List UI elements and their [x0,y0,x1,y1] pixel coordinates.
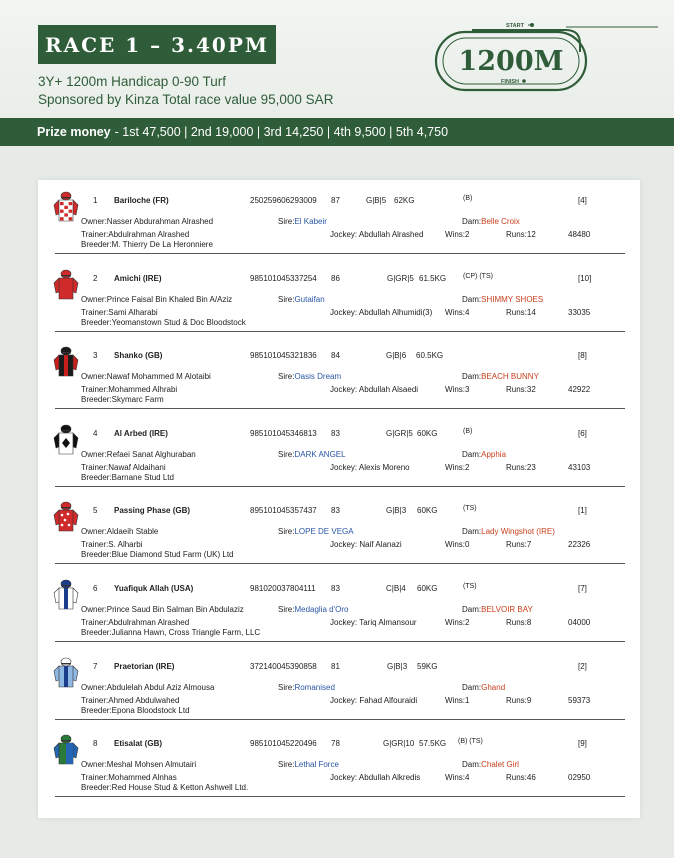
runner-entry-8 [38,725,640,802]
prize-money-bar [0,118,674,146]
entry-divider [55,719,625,720]
horse-id: 981020037804111 [250,584,316,593]
sire-label: Sire: [278,217,295,226]
draw-number: [9] [578,739,587,749]
entry-divider [55,486,625,487]
sire-label: Sire: [278,605,295,614]
horse-name[interactable]: Bariloche (FR) [114,196,169,205]
dam [462,450,506,459]
dam-name: BELVOIR BAY [481,605,533,614]
jockey-silks-icon [52,424,80,456]
race-sponsor: Sponsored by Kinza Total race value 95,000 SAR [38,92,334,107]
trainer: Trainer:Abdulrahman Alrashed [81,230,190,239]
dam [462,217,520,226]
runs: Runs:32 [506,385,536,395]
jockey-silks-icon [52,346,80,378]
jockey: Jockey: Alexis Moreno [330,462,410,472]
sire-label: Sire: [278,372,295,382]
horse-id: 985101045346813 [250,428,317,438]
horse-id: 895101045357437 [250,506,317,516]
owner: Owner:Abdulelah Abdul Aziz Almousa [81,682,215,692]
wins: Wins:2 [445,462,470,472]
dam-name: Apphia [481,449,507,459]
carried-weight: 60KG [417,584,438,593]
sex-colour-age: G|GR|5 [386,428,413,438]
jockey: Jockey: Abdullah Alsaedi [330,385,419,395]
jockey: Jockey: Tariq Almansour [330,618,417,627]
dam-label: Dam: [462,605,482,614]
race-title: RACE 1 – 3.40PM [45,32,269,57]
wins: Wins:4 [445,773,470,783]
racecard [38,180,640,818]
sire [278,217,327,226]
sex-colour-age: G|B|3 [387,661,408,671]
dam-label: Dam: [462,372,482,382]
dam-name: Ghand [481,682,506,692]
dam-name: Lady Wingshot (IRE) [481,527,555,537]
horse-id: 250259606293009 [250,196,317,205]
sire-label: Sire: [278,760,295,770]
breeder: Breeder:Blue Diamond Stud Farm (UK) Ltd [81,550,234,560]
sire-name: Romanised [294,682,335,692]
sire-name: Gutaifan [294,294,325,304]
jockey-silks-icon [52,191,80,223]
jockey: Jockey: Abdullah Alrashed [330,230,424,239]
jockey-silks-icon [52,657,80,689]
sire-label: Sire: [278,527,295,537]
jockey: Jockey: Abdullah Alhumidi(3) [330,307,433,317]
draw-number: [10] [578,273,592,283]
wins: Wins:0 [445,540,470,550]
runner-entry-3 [38,337,640,414]
dam-name: Chalet Girl [481,760,519,770]
runner-number: 3 [93,351,98,361]
trainer: Trainer:S. Alharbi [81,540,143,550]
sire [278,450,346,459]
runs: Runs:7 [506,540,532,550]
horse-rating: 83 [331,584,340,593]
draw-number: [1] [578,506,587,516]
sex-colour-age: G|B|3 [386,506,407,516]
prize-earnings: 42922 [568,385,591,395]
sire [278,372,341,381]
sire [278,605,348,614]
owner: Owner:Prince Saud Bin Salman Bin Abdulaziz [81,605,244,614]
sire-name: LOPE DE VEGA [294,527,354,537]
runner-entry-4 [38,415,640,492]
horse-name[interactable]: Praetorian (IRE) [114,661,175,671]
horse-name[interactable]: Al Arbed (IRE) [114,428,168,438]
badge-start: START [506,23,524,29]
sire-label: Sire: [278,449,295,459]
entry-divider [55,253,625,254]
sire [278,760,339,769]
draw-number: [6] [578,428,587,438]
dam-label: Dam: [462,294,482,304]
prize-earnings: 33035 [568,307,591,317]
sire-name: DARK ANGEL [294,449,346,459]
breeder: Breeder:Skymarc Farm [81,395,164,405]
runs: Runs:8 [506,618,532,627]
runs: Runs:14 [506,307,536,317]
jockey-silks-icon [52,734,80,766]
badge-distance: 1200M [458,46,564,77]
wins: Wins:2 [445,618,470,627]
dam [462,527,555,536]
wins: Wins:1 [445,695,470,705]
sex-colour-age: G|GR|10 [383,739,415,749]
entry-divider [55,563,625,564]
dam [462,295,543,304]
trainer: Trainer:Mohammed Alnhas [81,773,177,783]
prize-earnings: 04000 [568,618,591,627]
owner: Owner:Prince Faisal Bin Khaled Bin A/Aziz [81,294,233,304]
carried-weight: 60KG [417,428,438,438]
trainer: Trainer:Sami Alharabi [81,307,158,317]
sire-name: El Kabeir [294,217,327,226]
equipment-tags: (CP) (TS) [463,272,493,280]
runner-number: 5 [93,506,98,516]
breeder: Breeder:Julianna Hawn, Cross Triangle Farm, LLC [81,628,261,637]
jockey: Jockey: Naif Alanazi [330,540,402,550]
trainer: Trainer:Mohammed Alhrabi [81,385,178,395]
trainer: Trainer:Ahmed Abdulwahed [81,695,180,705]
horse-name[interactable]: Shanko (GB) [114,351,163,361]
runner-entry-6 [38,570,640,647]
jockey-silks-icon [52,579,80,611]
equipment-tags: (TS) [463,505,477,513]
horse-name[interactable]: Amichi (IRE) [114,273,162,283]
horse-id: 985101045220496 [250,739,317,749]
race-conditions: 3Y+ 1200m Handicap 0-90 Turf [38,74,226,89]
jockey: Jockey: Abdullah Alkredis [330,773,421,783]
carried-weight: 61.5KG [419,273,447,283]
carried-weight: 60KG [417,506,438,516]
entry-divider [55,408,625,409]
prize-money-label: Prize money [37,125,111,139]
sire [278,683,335,692]
prize-earnings: 43103 [568,462,591,472]
sire [278,295,325,304]
prize-earnings: 48480 [568,230,591,239]
horse-name[interactable]: Etisalat (GB) [114,739,163,749]
wins: Wins:4 [445,307,470,317]
breeder: Breeder:Epona Bloodstock Ltd [81,705,190,715]
dam [462,760,519,769]
dam-name: Belle Croix [481,217,520,226]
entry-divider [55,641,625,642]
dam-label: Dam: [462,760,482,770]
sex-colour-age: G|GR|5 [387,273,414,283]
runs: Runs:9 [506,695,532,705]
runner-number: 2 [93,273,98,283]
draw-number: [4] [578,196,587,205]
sex-colour-age: G|B|6 [386,351,407,361]
horse-id: 985101045337254 [250,273,317,283]
breeder: Breeder:Yeomanstown Stud & Doc Bloodstock [81,317,246,327]
runner-entry-1 [38,182,640,259]
equipment-tags: (B) (TS) [458,738,483,746]
dam-name: BEACH BUNNY [481,372,539,382]
prize-money-values: - 1st 47,500 | 2nd 19,000 | 3rd 14,250 | 4th 9,500 | 5th 4,750 [114,125,449,139]
sire-name: Lethal Force [294,760,339,770]
wins: Wins:2 [445,230,470,239]
jockey-silks-icon [52,269,80,301]
trainer: Trainer:Abdulrahman Alrashed [81,618,190,627]
prize-earnings: 59373 [568,695,591,705]
runner-entry-5 [38,492,640,569]
runner-entry-2 [38,260,640,337]
sire-label: Sire: [278,294,295,304]
jockey-silks-icon [52,501,80,533]
horse-id: 985101045321836 [250,351,317,361]
dam [462,683,505,692]
runs: Runs:12 [506,230,536,239]
dam-label: Dam: [462,449,482,459]
draw-number: [2] [578,661,587,671]
dam-label: Dam: [462,682,482,692]
owner: Owner:Nawaf Mohammed M Alotaibi [81,372,211,382]
horse-name[interactable]: Yuafiquk Allah (USA) [114,584,194,593]
runner-number: 1 [93,196,98,205]
runner-number: 6 [93,584,98,593]
dam [462,372,539,381]
equipment-tags: (TS) [463,583,477,590]
dam-name: SHIMMY SHOES [481,294,544,304]
owner: Owner:Nasser Abdurahman Alrashed [81,217,214,226]
carried-weight: 62KG [394,196,415,205]
runs: Runs:46 [506,773,536,783]
carried-weight: 60.5KG [416,351,444,361]
sire-name: Oasis Dream [294,372,342,382]
sex-colour-age: C|B|4 [386,584,406,593]
sire [278,527,354,536]
horse-rating: 83 [331,428,340,438]
horse-rating: 78 [331,739,340,749]
breeder: Breeder:M. Thierry De La Heronniere [81,240,213,249]
wins: Wins:3 [445,385,470,395]
dam-label: Dam: [462,217,482,226]
carried-weight: 57.5KG [419,739,447,749]
equipment-tags: (B) [463,195,473,202]
equipment-tags: (B) [463,427,473,435]
jockey: Jockey: Fahad Alfouraidi [330,695,418,705]
runner-entry-7 [38,648,640,725]
horse-name[interactable]: Passing Phase (GB) [114,506,191,516]
entry-divider [55,796,625,797]
breeder: Breeder:Barnane Stud Ltd [81,472,174,482]
owner: Owner:Refaei Sanat Alghuraban [81,449,196,459]
runner-number: 4 [93,428,98,438]
draw-number: [7] [578,584,587,593]
draw-number: [8] [578,351,587,361]
race-title-box [38,25,276,64]
prize-earnings: 22326 [568,540,591,550]
horse-rating: 86 [331,273,340,283]
trainer: Trainer:Nawaf Aldaihani [81,462,166,472]
horse-rating: 83 [331,506,340,516]
owner: Owner:Aldaeih Stable [81,527,159,537]
dam-label: Dam: [462,527,482,537]
horse-rating: 87 [331,196,340,205]
runs: Runs:23 [506,462,536,472]
sex-colour-age: G|B|5 [366,196,387,205]
breeder: Breeder:Red House Stud & Ketton Ashwell Ltd. [81,783,249,793]
owner: Owner:Meshal Mohsen Almutairi [81,760,197,770]
distance-badge [432,18,672,96]
runner-number: 7 [93,661,98,671]
sire-label: Sire: [278,682,295,692]
horse-id: 372140045390858 [250,661,317,671]
badge-finish: FINISH [500,79,520,85]
runner-number: 8 [93,739,98,749]
carried-weight: 59KG [417,661,438,671]
dam [462,605,533,614]
horse-rating: 84 [331,351,340,361]
sire-name: Medaglia d'Oro [294,605,349,614]
horse-rating: 81 [331,661,340,671]
entry-divider [55,331,625,332]
prize-earnings: 02950 [568,773,591,783]
